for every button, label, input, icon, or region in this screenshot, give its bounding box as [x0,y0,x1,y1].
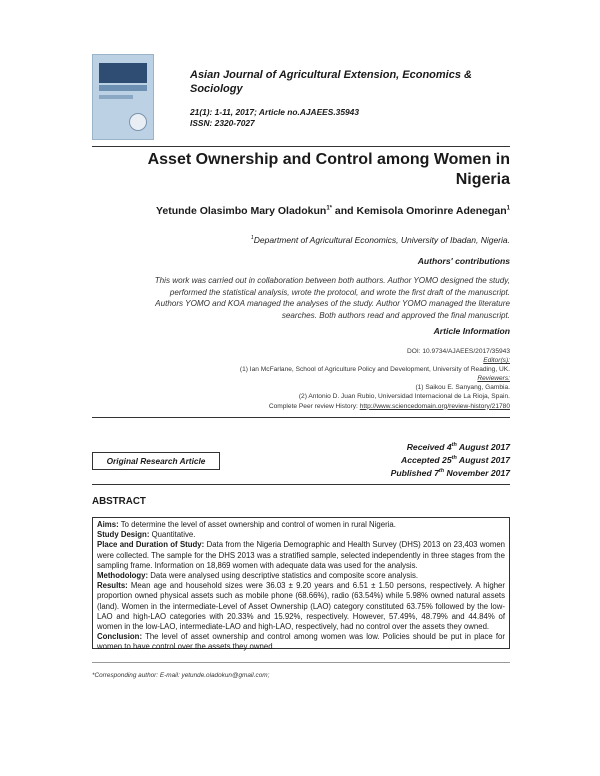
abstract-box [92,517,510,652]
journal-name: Asian Journal of Agricultural Extension, Economics & Sociology [190,69,472,95]
journal-issue-info [190,107,359,129]
issn-line: ISSN: 2320-7027 [190,118,255,128]
published-date: Published 7th November 2017 [390,467,510,478]
cover-seal-icon [129,113,147,131]
review-history: Complete Peer review History: http://www.sciencedomain.org/review-history/21780 [268,402,510,410]
corresponding-author-footnote: *Corresponding author: E-mail: yetunde.oladokun@gmail.com; [92,672,270,679]
issue-line: 21(1): 1-11, 2017; Article no.AJAEES.35943 [190,107,359,117]
article-dates [250,440,510,479]
contributions-heading: Authors' contributions [417,256,510,266]
accepted-date: Accepted 25th August 2017 [400,454,510,465]
abstract-divider [92,484,510,485]
article-info-heading: Article Information [433,326,510,336]
review-history-link[interactable]: http://www.sciencedomain.org/review-history/21780 [359,402,510,410]
cover-title-band [99,63,147,83]
article-type-badge: Original Research Article [92,452,220,470]
author-2: Kemisola Omorinre Adenegan [356,205,507,217]
contributions-text: This work was carried out in collaboration between both authors. Author YOMO designed the study, performed the statistical analysis, wrote the protocol, and wrote the first draft of the manuscript. Authors YOMO and KOA managed the analyses of the study. Author YOMO managed the literature searches. Both authors read and approved the final manuscript. [154,276,510,320]
footnote-divider [92,662,510,663]
editor-label: Editor(s): [483,357,510,365]
author-list: Yetunde Olasimbo Mary Oladokun$^{1*}$ and Kemisola Omorinre Adenegan$^1$ [155,205,510,217]
abstract-conclusion: Conclusion: The level of asset ownership and control among women was low. Policies should be put in place for women to have control over the assets they owned. [97,632,505,652]
article-info [100,347,510,411]
received-date: Received 4th August 2017 [406,441,510,452]
header-divider [92,146,510,147]
cover-subtitle-band [99,85,147,91]
abstract-design: Study Design: Quantitative. [97,530,196,540]
abstract-place: Place and Duration of Study: Data from the Nigeria Demographic and Health Survey (DHS) 2013 on 23,403 women were collected. The sample for the DHS 2013 was a stratified sample, selected independently in three stages from the sampling frame. Information on 18,869 women with adequate data was used for the analysis. [97,540,505,570]
affiliation: $^1$Department of Agricultural Economics, University of Ibadan, Nigeria. [250,235,510,245]
doi: DOI: 10.9734/AJAEES/2017/35943 [406,348,510,355]
journal-cover-image [92,54,154,140]
abstract-heading: ABSTRACT [92,496,146,507]
paper-title: Asset Ownership and Control among Women in Nigeria [147,151,510,188]
abstract-aims: Aims: To determine the level of asset ownership and control of women in rural Nigeria. [97,520,396,529]
author-1: Yetunde Olasimbo Mary Oladokun [155,205,327,217]
abstract-results: Results: Mean age and household sizes were 36.03 ± 9.20 years and 6.51 ± 1.50 persons, respectively. A higher proportion owned physical assets such as mobile phone (68.66%), radio (63.54%) while 5.98% owned natural assets (land). Women in the intermediate-Level of Asset Ownership (LAO) category constituted 63.75% followed by the low-LAO and high-LAO categories with 20.33% and 15.92%, respectively. However, 57.49%, 48.79% and 44.84% of women in the low-LAO, intermediate-LAO and high-LAO, respectively, had no control over the assets they owned. [97,581,505,632]
editor: (1) Ian McFarlane, School of Agriculture Policy and Development, University of Reading, UK. [239,366,510,374]
reviewers-label: Reviewers: [477,375,510,383]
info-divider [92,417,510,418]
reviewer-2: (2) Antonio D. Juan Rubio, Universidad Internacional de La Rioja, Spain. [298,393,510,401]
abstract-methodology: Methodology: Data were analysed using descriptive statistics and composite score analysis. [97,571,419,581]
cover-text-band [99,95,133,99]
reviewer-1: (1) Saikou E. Sanyang, Gambia. [415,384,510,392]
